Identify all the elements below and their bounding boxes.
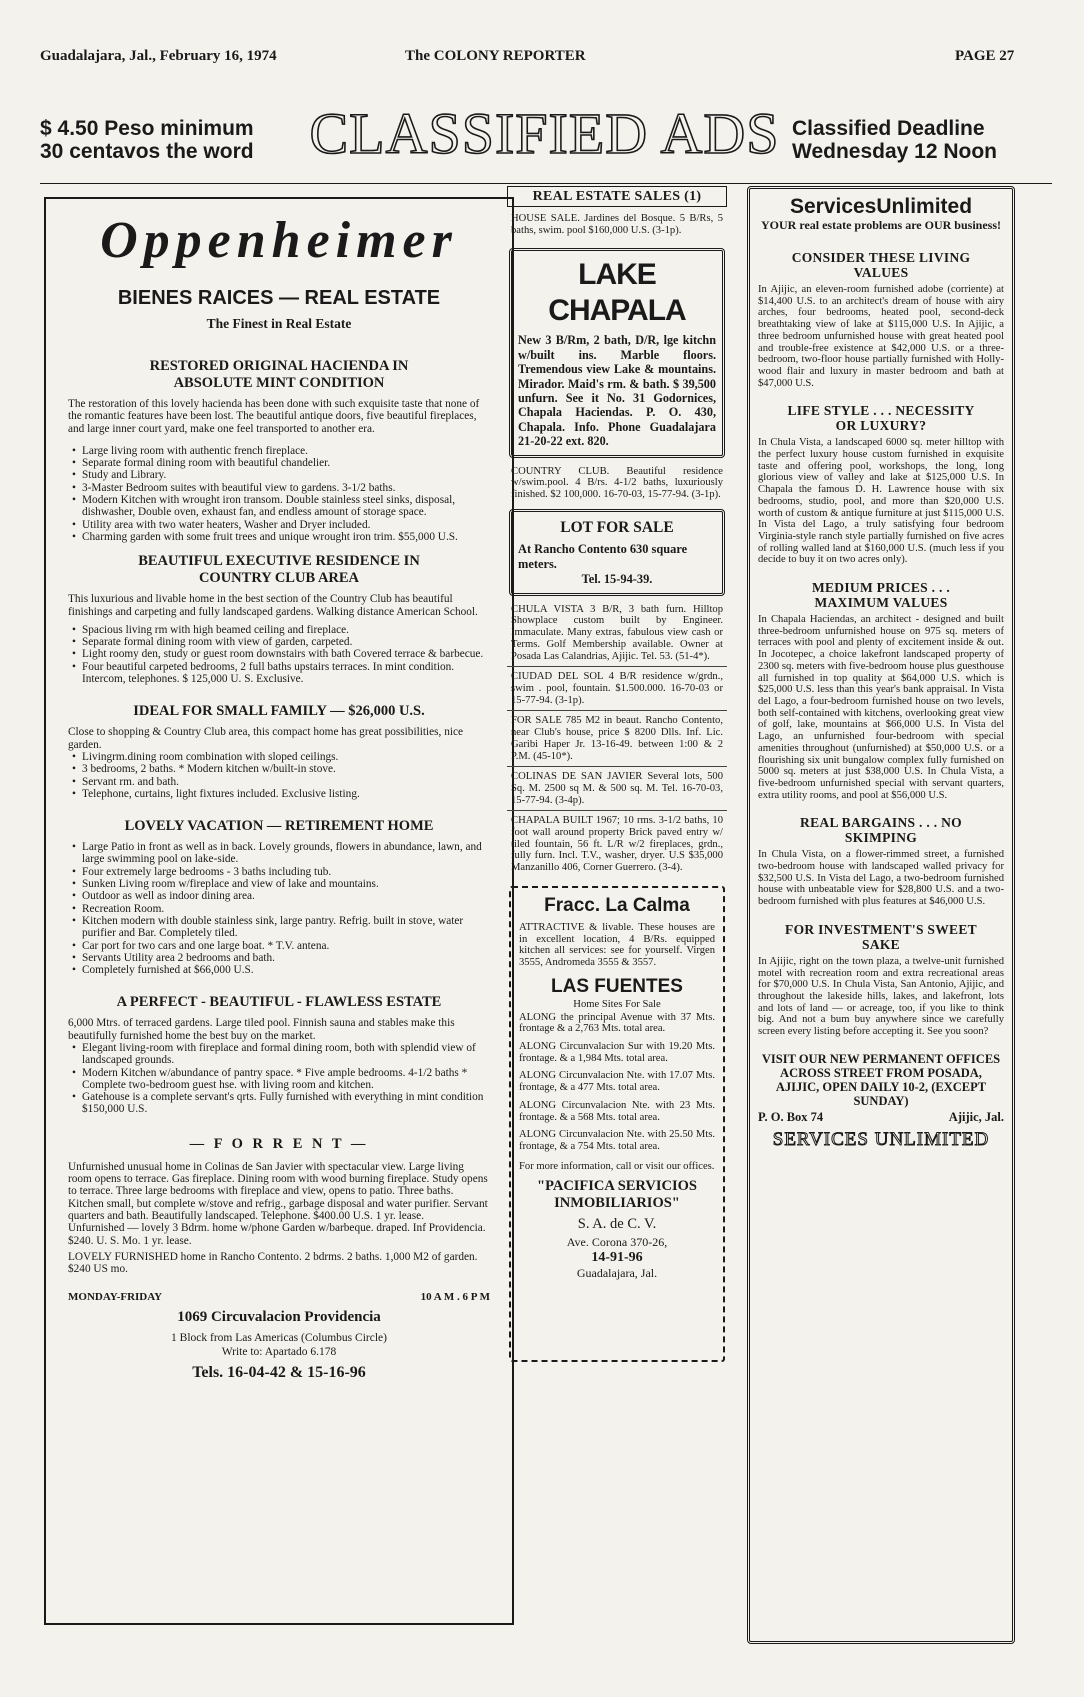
oppenheimer-ad	[44, 197, 514, 1625]
executive-features	[68, 624, 490, 685]
feature-item: • Large Patio in front as well as in back. Lovely grounds, flowers in abundance, lawn, and large swimming pool on lake-side.	[82, 841, 490, 866]
real-estate-sales-heading: REAL ESTATE SALES (1)	[532, 189, 702, 204]
feature-item: • 3 bedrooms, 2 baths. * Modern kitchen w/built-in stove.	[82, 763, 490, 775]
feature-item: • Separate formal dining room with beautiful chandelier.	[82, 457, 490, 469]
lot-for-sale-tel: Tel. 15-94-39.	[581, 571, 653, 586]
oppenheimer-tagline: The Finest in Real Estate	[206, 316, 352, 331]
lake-chapala-title: LAKE CHAPALA	[548, 258, 686, 328]
feature-item: • Study and Library.	[82, 469, 490, 481]
feature-item: • Servants Utility area 2 bedrooms and bath.	[82, 952, 490, 964]
executive-heading: BEAUTIFUL EXECUTIVE RESIDENCE IN COUNTRY CLUB AREA	[138, 553, 420, 587]
po-box: P. O. Box 74	[758, 1109, 824, 1124]
las-fuentes-title: LAS FUENTES	[551, 975, 683, 997]
real-bargains-text: In Chula Vista, on a flower-rimmed street, a furnished two-bedroom house with landscaped walled privacy for $32,500 U.S. In Vista del Lago, a two-bedroom furnished house with unbeatable view for $28,800 U.S. and a two-bedroom furnished with plus features at $46,000 U.S.	[758, 849, 1004, 908]
feature-item: • 3-Master Bedroom suites with beautiful view to gardens. 3-1/2 baths.	[82, 482, 490, 494]
office-mail: Write to: Apartado 6.178	[221, 1346, 337, 1359]
contact-line	[758, 1110, 1004, 1125]
rent-3-text: LOVELY FURNISHED home in Rancho Contento. 2 bdrms. 2 baths. 1,000 M2 of garden. $240 US mo.	[68, 1250, 478, 1276]
pacifica-city: Guadalajara, Jal.	[576, 1266, 658, 1281]
chapala-built-ad: CHAPALA BUILT 1967; 10 rms. 3-1/2 baths, 10 foot wall around property Brick paved entry w/ tiled fountain, 56 ft. L/R w/2 fireplaces, grdn., fully furn. Incl. T.V., washer, dryer. U.S $35,000 Manzanillo 406, Corner Guerrero. (3-4).	[511, 815, 723, 874]
small-family-features	[68, 751, 490, 800]
feature-item: • Servant rm. and bath.	[82, 776, 490, 788]
real-bargains-heading: REAL BARGAINS . . . NO SKIMPING	[800, 815, 962, 846]
office-phones: Tels. 16-04-42 & 15-16-96	[192, 1364, 366, 1382]
feature-item: • Four extremely large bedrooms - 3 baths including tub.	[82, 866, 490, 878]
feature-item: • Separate formal dining room with view of garden, carpeted.	[82, 636, 490, 648]
country-club-ad: COUNTRY CLUB. Beautiful residence w/swim.pool. 4 B/rs. 4-1/2 baths, luxuriously finished. $2 100,000. 16-70-03, 15-77-94. (3-1p).	[511, 465, 723, 501]
lot-for-sale-text: At Rancho Contento 630 square meters.	[518, 541, 688, 571]
classified-ads-title: CLASSIFIED ADS	[309, 101, 780, 166]
las-fuentes-subtitle: Home Sites For Sale	[573, 998, 661, 1010]
fuentes-lot-4: ALONG Circunvalacion Nte. with 23 Mts. frontage. & a 568 Mts. total area.	[519, 1099, 715, 1123]
feature-item: • Elegant living-room with fireplace and formal dining room, both with splendid view of landscaped grounds.	[82, 1042, 490, 1067]
feature-item: • Gatehouse is a complete servant's qrts. Fully furnished with everything in mint condition $150,000 U.S.	[82, 1091, 490, 1116]
feature-item: • Livingrm.dining room combination with sloped ceilings.	[82, 751, 490, 763]
feature-item: • Car port for two cars and one large boat. * T.V. antena.	[82, 940, 490, 952]
feature-item: • Kitchen modern with double stainless sink, large pantry. Refrig. built in stove, water purifier and Bar. Completely tiled.	[82, 915, 490, 940]
estate-features	[68, 1042, 490, 1116]
living-values-text: In Ajijic, an eleven-room furnished adobe (corriente) at $14,400 U.S. to an architect's dream of house with airy arches, four bedrooms, heated pool, second-deck breathtaking view of lake at $115,000 U.S. In Ajijic, a three bedroom unfurnished house with great heated pool and trouble-free existence at $42,000 U.S. or a three-bedroom, two-floor house partially furnished with Holly-wood flair and luxury in master bedroom and bath at $47,000 U.S.	[758, 284, 1004, 389]
feature-item: • Recreation Room.	[82, 903, 490, 915]
pacifica-sadecv: S. A. de C. V.	[577, 1216, 657, 1233]
contact-city: Ajijic, Jal.	[948, 1109, 1004, 1124]
rent-1-text: Unfurnished unusual home in Colinas de San Javier with spectacular view. Large living room opens to terrace. Gas fireplace. Dining room with wood burning fireplace. Study opens to terrace. Three large bedrooms with fireplace and view, opens to patio. Three baths. Kitchen small, but complete w/stove and refrig., garbage disposal and water purifier. Servant quarters and bath. Beautifully landscaped. Telephone. $400.00 U.S. 1 yr. lease.	[68, 1160, 488, 1222]
feature-item: • Sunken Living room w/fireplace and view of lake and mountains.	[82, 878, 490, 890]
hours-time: 10 A M . 6 P M	[420, 1291, 490, 1304]
fuentes-lot-2: ALONG Circunvalacion Sur with 19.20 Mts. frontage. & a 1,984 Mts. total area.	[519, 1041, 715, 1064]
deadline-line-2: Wednesday 12 Noon	[792, 140, 997, 163]
small-family-heading: IDEAL FOR SMALL FAMILY — $26,000 U.S.	[133, 703, 425, 720]
feature-item: • Four beautiful carpeted bedrooms, 2 full baths upstairs terraces. In mint condition. Intercom, telephones. $ 125,000 U. S. Exclusive.	[82, 661, 490, 686]
header-rule	[40, 183, 1052, 184]
investment-text: In Ajijic, right on the town plaza, a twelve-unit furnished motel with recreation room and extra recreational areas for $70,000 U.S. In Chula Vista, San Antonio, Ajijic, and throughout the lakeside hills, lakes, and lakefront, lots and lots of land — or acreage, too, if you like to think big. And not a bum buy anywhere since we carefully screen every listing before accepting it. See you soon?	[758, 955, 1004, 1038]
feature-item: • Light roomy den, study or guest room downstairs with bath Covered terrace & barbecue.	[82, 648, 490, 660]
hacienda-features	[68, 445, 490, 543]
feature-item: • Modern Kitchen w/abundance of pantry space. * Five ample bedrooms. 4-1/2 baths * Complete two-bedroom guest hse. with living room and kitchen.	[82, 1067, 490, 1092]
feature-item: • Spacious living rm with high beamed ceiling and fireplace.	[82, 624, 490, 636]
vacation-features	[68, 841, 490, 976]
more-info-text: For more information, call or visit our offices.	[519, 1160, 715, 1172]
for-rent-heading: — F O R R E N T —	[189, 1135, 369, 1152]
fuentes-lot-1: ALONG the principal Avenue with 37 Mts. frontage & a 2,763 Mts. total area.	[519, 1011, 715, 1035]
living-values-heading: CONSIDER THESE LIVING VALUES	[791, 250, 971, 280]
rate-line-1: $ 4.50 Peso minimum	[40, 117, 254, 140]
oppenheimer-subtitle: BIENES RAICES — REAL ESTATE	[117, 287, 441, 309]
header-paper-name: The COLONY REPORTER	[405, 48, 586, 64]
hours-days: MONDAY-FRIDAY	[68, 1291, 163, 1304]
deadline-line-1: Classified Deadline	[792, 117, 985, 140]
oppenheimer-brand: Oppenheimer	[100, 212, 458, 269]
rent-2-text: Unfurnished — lovely 3 Bdrm. home w/phone Garden w/barbeque. draped. Inf Providencia. $240. U. S. Mo. 1 yr. lease.	[68, 1222, 486, 1247]
fuentes-lot-3: ALONG Circunvalacion Nte. with 17.07 Mts. frontage, & a 477 Mts. total area.	[519, 1070, 715, 1094]
feature-item: • Charming garden with some fruit trees and unique wrought iron trim. $55,000 U.S.	[82, 531, 490, 543]
pacifica-address: Ave. Corona 370-26,	[566, 1235, 668, 1250]
office-hours	[68, 1291, 490, 1303]
lake-chapala-text: New 3 B/Rm, 2 bath, D/R, lge kitchn w/built ins. Marble floors. Tremendous view Lake & mountains. Mirador. Maid's rm. & bath. $ 39,500 unfurn. See it No. 31 Godornices, Chapala Haciendas. P. O. 430, Chapala. Info. Phone Guadalajara 21-20-22 ext. 820.	[518, 333, 716, 449]
lot-for-sale-title: LOT FOR SALE	[560, 518, 674, 536]
estate-heading: A PERFECT - BEAUTIFUL - FLAWLESS ESTATE	[116, 994, 442, 1011]
services-unlimited-ad	[747, 186, 1015, 1644]
la-calma-title: Fracc. La Calma	[544, 894, 690, 916]
feature-item: • Outdoor as well as indoor dining area.	[82, 890, 490, 902]
services-unlimited-intro: YOUR real estate problems are OUR business!	[761, 218, 1001, 232]
estate-text: 6,000 Mtrs. of terraced gardens. Large tiled pool. Finnish sauna and stables make this beautifully furnished home the best buy on the market.	[68, 1017, 455, 1042]
rancho-contento-ad: FOR SALE 785 M2 in beaut. Rancho Contento, near Club's house, price $ 8200 Dlls. Inf. Lic. Garibi Haper Jr. 13-16-49. between 1:00 & 2 P.M. (45-10*).	[511, 715, 723, 762]
hacienda-text: The restoration of this lovely hacienda has been done with such exquisite taste that none of the romantic features have been lost. The beautiful antique doors, five beautiful fireplaces, and large inner court yard, make one feel transported to another era.	[68, 398, 480, 435]
small-family-text: Close to shopping & Country Club area, this compact home has great possibilities, nice garden.	[68, 726, 464, 751]
header-dateline: Guadalajara, Jal., February 16, 1974	[40, 48, 277, 64]
life-style-heading: LIFE STYLE . . . NECESSITY OR LUXURY?	[787, 403, 975, 434]
rate-line-2: 30 centavos the word	[40, 140, 254, 163]
office-address: 1069 Circuvalacion Providencia	[177, 1309, 381, 1326]
hacienda-heading: RESTORED ORIGINAL HACIENDA IN ABSOLUTE MINT CONDITION	[149, 358, 409, 391]
chula-vista-ad: CHULA VISTA 3 B/R, 3 bath furn. Hilltop Showplace custom built by Engineer. Immaculate. Many extras, fabulous view cash or Terms. Golf Membership available. Owner at Posada Las Calandrias, Ajijic. Tel. 53. (51-4*).	[511, 603, 723, 662]
medium-prices-text: In Chapala Haciendas, an architect - designed and built three-bedroom unfurnished house on 975 sq. meters of terraces with pool and plenty of excitement inside & out. In Jocotepec, a choice lakefront landscaped property of 2300 sq. meters with five-bedroom house plus guesthouse all furnished in top quality at $64,000 U.S. which is $25,000 U.S. less than this year's bank appraisal. In Vista del Lago, a four-bedroom furnished house on two levels, both self-contained with kitchens, overlooking great view of golf, lake, mountains at $66,000 U.S. In Vista del Lago, an unfurnished four-bedroom with special amenities throughout (unfurnished) at $50,000 U.S. or a flourishing six unit bungalow complex fully furnished on 5000 sq. meters at just $38,000 U.S. In Chula Vista, a five-bedroom unfurnished special with servant quarters, extra utility rooms, and pool at $56,000 U.S.	[758, 614, 1004, 801]
medium-prices-heading: MEDIUM PRICES . . . MAXIMUM VALUES	[811, 580, 951, 611]
visit-offices-text: VISIT OUR NEW PERMANENT OFFICES ACROSS STREET FROM POSADA, AJIJIC, OPEN DAILY 10-2, (EXCEPT SUNDAY)	[761, 1051, 1001, 1108]
feature-item: • Telephone, curtains, light fixtures included. Exclusive listing.	[82, 788, 490, 800]
executive-text: This luxurious and livable home in the best section of the Country Club has beautiful finishings and carpeting and fully landscaped gardens. Walking distance American School.	[68, 593, 478, 618]
pacifica-name: "PACIFICA SERVICIOS INMOBILIARIOS"	[537, 1178, 697, 1212]
investment-heading: FOR INVESTMENT'S SWEET SAKE	[785, 921, 977, 952]
colinas-ad: COLINAS DE SAN JAVIER Several lots, 500 Sq. M. 2500 sq M. & 500 sq. M. Tel. 16-70-03, 15-77-94. (3-4p).	[511, 771, 723, 806]
life-style-text: In Chula Vista, a landscaped 6000 sq. meter hilltop with the perfect luxury house custom furnished in exquisite taste and offering pool, workshops, the long, long glorious view of valley and lake at $125,000 U.S. In Chapala the famous D. H. Lawrence house with six bedrooms, studio, pool, and more than $20,000 U.S. worth of custom & antique furniture at just $115,000 U.S. In Vista del Lago, a truly satisfying four bedroom Virginia-style ranch style partially furnished on five acres of rolling walled land at $160,000 U.S. (much less if you decide to buy it on two acres only).	[758, 437, 1004, 566]
services-unlimited-footer-logo: SERVICES UNLIMITED	[772, 1128, 990, 1150]
feature-item: • Completely furnished at $66,000 U.S.	[82, 964, 490, 976]
feature-item: • Utility area with two water heaters, Washer and Dryer included.	[82, 519, 490, 531]
la-calma-text: ATTRACTIVE & livable. These houses are in excellent location, 4 B/Rs. equipped kitchen all services: see for yourself. Virgen 3555, Andromeda 3555 & 3557.	[519, 921, 715, 968]
vacation-heading: LOVELY VACATION — RETIREMENT HOME	[124, 818, 434, 835]
feature-item: • Modern Kitchen with wrought iron transom. Double stainless steel sinks, disposal, dishwasher, Double oven, exhaust fan, and endless amount of storage space.	[82, 494, 490, 519]
feature-item: • Large living room with authentic french fireplace.	[82, 445, 490, 457]
ciudad-del-sol-ad: CIUDAD DEL SOL 4 B/R residence w/grdn., swim . pool, fountain. $1.500.000. 16-70-03 or 15-77-94. (3-1p).	[511, 671, 723, 706]
header-page-number: PAGE 27	[955, 48, 1015, 64]
pacifica-phone: 14-91-96	[591, 1250, 643, 1266]
house-sale-ad: HOUSE SALE. Jardines del Bosque. 5 B/Rs, 5 baths, swim. pool $160,000 U.S. (3-1p).	[511, 213, 723, 236]
fuentes-lot-5: ALONG Circunvalacion Nte. with 25.50 Mts. frontage, & a 754 Mts. total area.	[519, 1129, 715, 1152]
real-estate-sales-column	[507, 186, 727, 1644]
services-unlimited-logo: ServicesUnlimited	[789, 195, 973, 218]
office-directions: 1 Block from Las Americas (Columbus Circle)	[171, 1332, 387, 1345]
